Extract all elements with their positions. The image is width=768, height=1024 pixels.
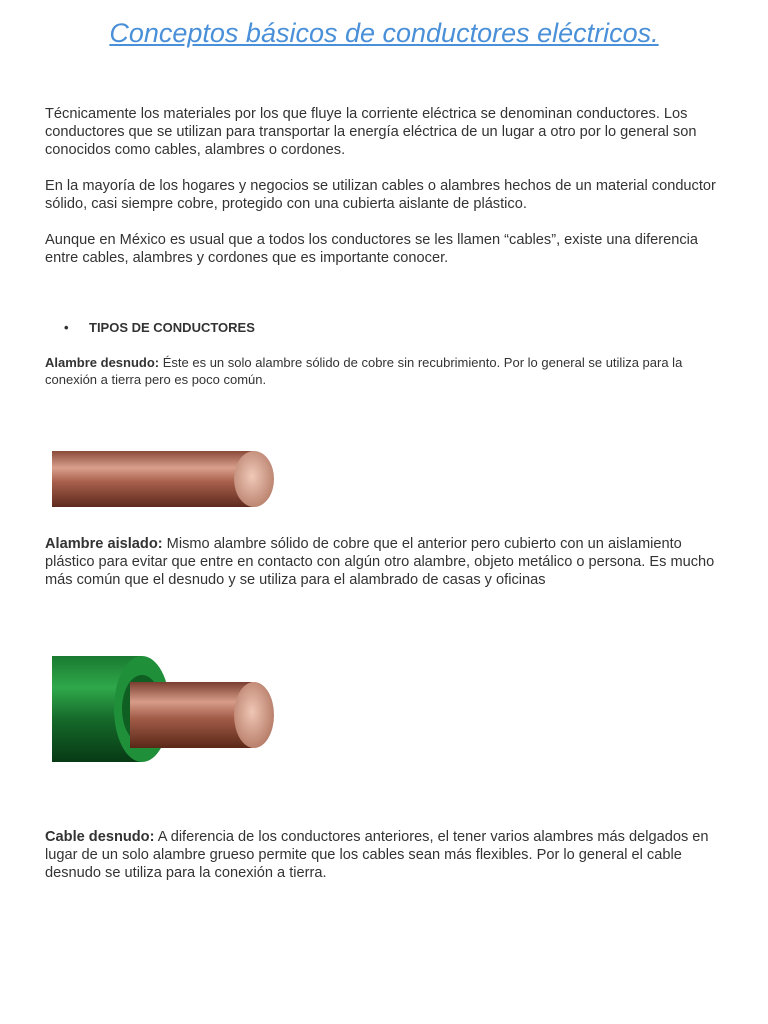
type-bare-wire xyxy=(45,354,735,388)
type-term: Cable desnudo: xyxy=(45,829,155,845)
type-bare-cable xyxy=(45,828,735,882)
type-insulated-wire xyxy=(45,535,735,589)
intro-paragraph-3: Aunque en México es usual que a todos los conductores se les llamen “cables”, existe una diferencia entre cables, alambres y cordones que es importante conocer. xyxy=(45,232,699,266)
type-description: A diferencia de los conductores anteriores, el tener varios alambres más delgados en lugar de un solo alambre grueso permite que los cables sean más flexibles. Por lo general el cable desnudo se utiliza para la conexión a tierra. xyxy=(45,829,709,881)
intro-paragraph-1: Técnicamente los materiales por los que fluye la corriente eléctrica se denominan conductores. Los conductores que se utilizan para transportar la energía eléctrica de un lugar a otro por lo general son conocidos como cables, alambres o cordones. xyxy=(45,106,697,158)
bullet-icon: • xyxy=(64,320,69,335)
section-heading xyxy=(64,320,255,335)
type-term: Alambre desnudo: xyxy=(45,355,160,370)
intro-paragraph-2: En la mayoría de los hogares y negocios se utilizan cables o alambres hechos de un material conductor sólido, casi siempre cobre, protegido con una cubierta aislante de plástico. xyxy=(45,178,716,212)
document-title: Conceptos básicos de conductores eléctricos. xyxy=(109,18,659,48)
insulated-wire-image xyxy=(44,650,280,770)
type-term: Alambre aislado: xyxy=(45,536,163,552)
bare-wire-image xyxy=(48,446,278,512)
type-description: Éste es un solo alambre sólido de cobre sin recubrimiento. Por lo general se utiliza para la conexión a tierra pero es poco común. xyxy=(45,355,683,387)
section-heading-label: TIPOS DE CONDUCTORES xyxy=(89,320,255,335)
type-description: Mismo alambre sólido de cobre que el anterior pero cubierto con un aislamiento plástico para evitar que entre en contacto con algún otro alambre, objeto metálico o persona. Es mucho más común que el desnudo y se utiliza para el alambrado de casas y oficinas xyxy=(45,536,715,588)
